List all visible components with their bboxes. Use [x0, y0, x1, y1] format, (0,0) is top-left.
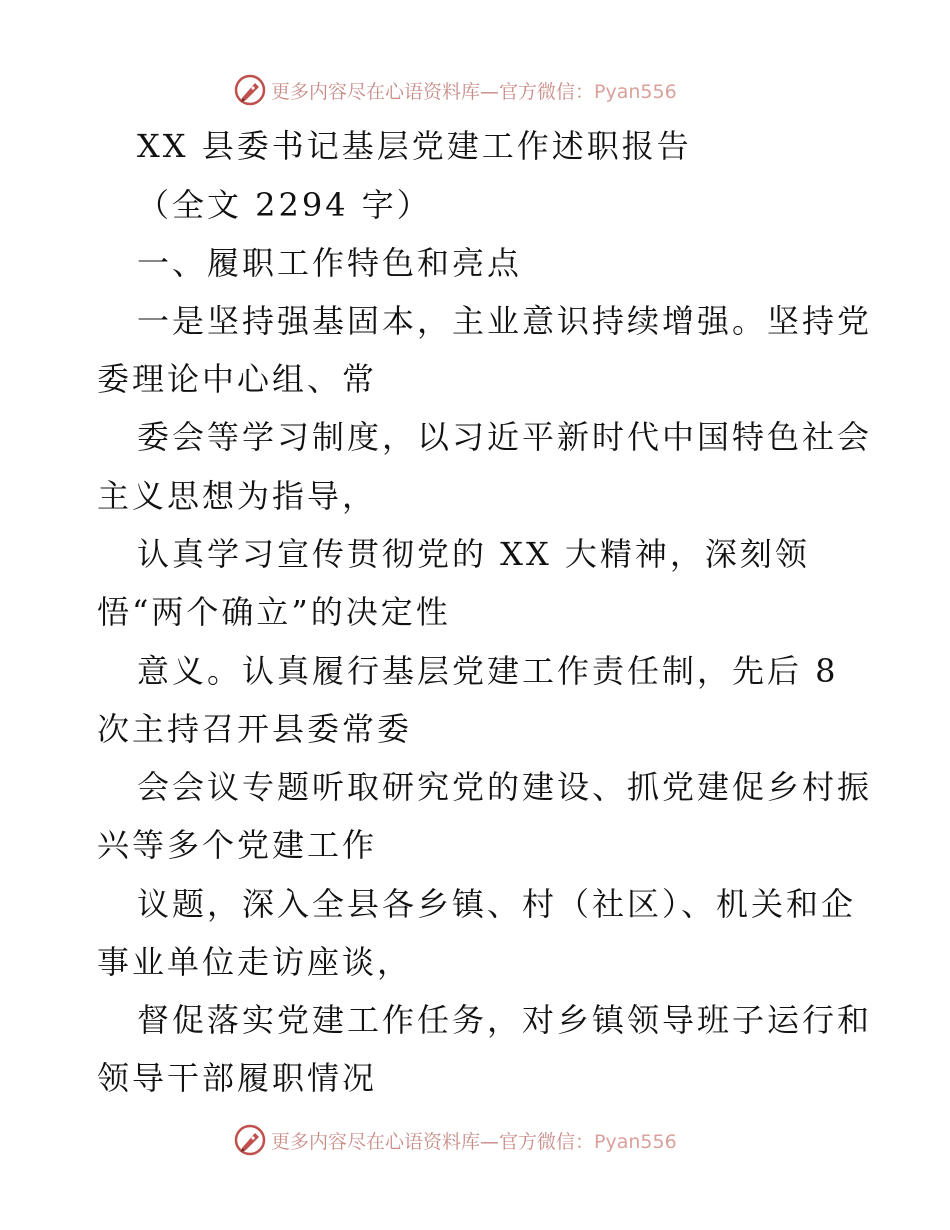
paragraph-line: 议题，深入全县各乡镇、村（社区）、机关和企 [137, 885, 857, 923]
paragraph-line: 领导干部履职情况 [97, 1059, 378, 1097]
paragraph-line: 次主持召开县委常委 [97, 710, 413, 748]
paragraph-line: 委理论中心组、常 [97, 360, 378, 398]
paragraph-line: 认真学习宣传贯彻党的 XX 大精神，深刻领 [137, 535, 810, 573]
section-heading: 一、履职工作特色和亮点 [137, 244, 523, 282]
pen-nib-logo-icon [233, 1123, 267, 1157]
paragraph-line: 主义思想为指导， [97, 477, 378, 515]
footer-watermark [233, 1122, 677, 1158]
paragraph-line: 督促落实党建工作任务，对乡镇领导班子运行和 [137, 1001, 873, 1039]
pen-nib-logo-icon [233, 73, 267, 107]
header-watermark [233, 72, 677, 108]
paragraph-line: 意义。认真履行基层党建工作责任制，先后 8 [137, 652, 839, 690]
paragraph-line: 兴等多个党建工作 [97, 826, 378, 864]
paragraph-line: 一是坚持强基固本，主业意识持续增强。坚持党 [137, 302, 873, 340]
word-count: （全文 2294 字） [137, 186, 432, 224]
watermark-text: 更多内容尽在心语资料库—官方微信：Pyan556 [271, 80, 677, 103]
paragraph-line: 事业单位走访座谈， [97, 943, 413, 981]
paragraph-line: 委会等学习制度，以习近平新时代中国特色社会 [137, 418, 873, 456]
paragraph-line: 会会议专题听取研究党的建设、抓党建促乡村振 [137, 768, 873, 806]
document-title: XX 县委书记基层党建工作述职报告 [137, 127, 692, 165]
paragraph-line: 悟“两个确立”的决定性 [97, 593, 451, 631]
watermark-text: 更多内容尽在心语资料库—官方微信：Pyan556 [271, 1130, 677, 1153]
